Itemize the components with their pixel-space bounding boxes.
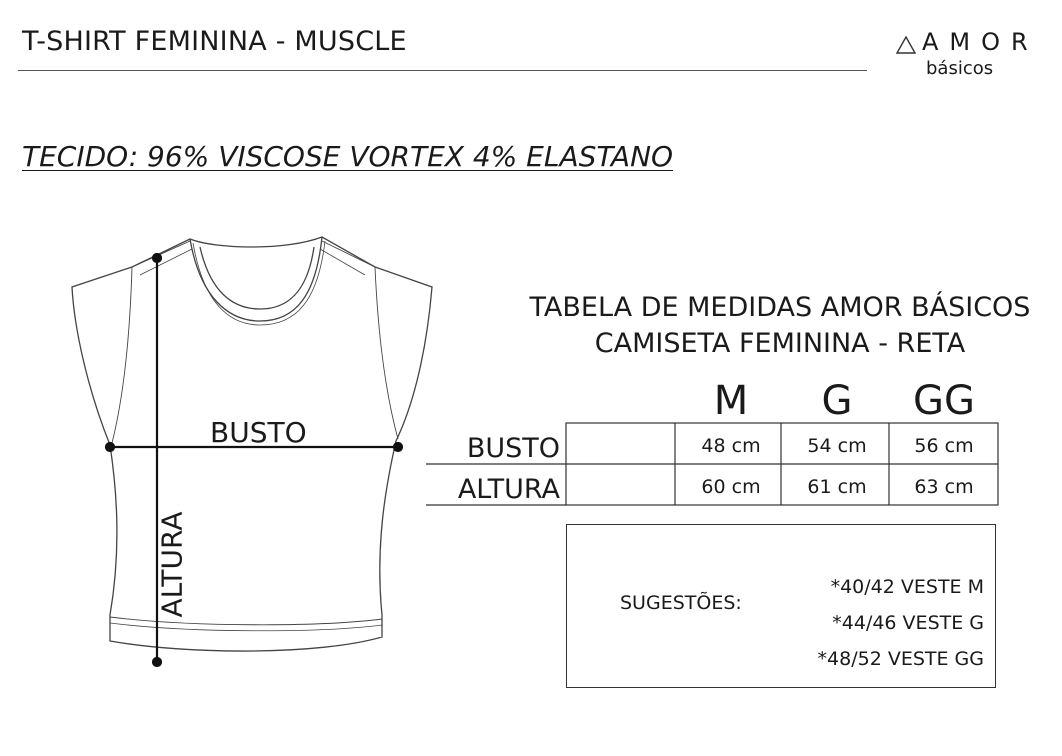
brand-subtitle: básicos bbox=[926, 58, 994, 79]
suggestion-item: *48/52 VESTE GG bbox=[817, 648, 984, 670]
cell-length-m: 60 cm bbox=[701, 476, 761, 498]
page-title: T-SHIRT FEMININA - MUSCLE bbox=[22, 26, 407, 57]
row-label-length: ALTURA bbox=[457, 474, 560, 505]
brand-logo: AMOR bbox=[922, 28, 1039, 56]
size-header-m: M bbox=[713, 378, 749, 424]
cell-bust-g: 54 cm bbox=[807, 435, 867, 457]
header-divider bbox=[18, 70, 867, 71]
tshirt-diagram bbox=[60, 225, 460, 685]
suggestion-item: *40/42 VESTE M bbox=[830, 576, 984, 598]
triangle-logo-mark bbox=[896, 36, 916, 58]
suggestion-item: *44/46 VESTE G bbox=[832, 612, 984, 634]
cell-length-gg: 63 cm bbox=[914, 476, 974, 498]
row-label-bust: BUSTO bbox=[466, 433, 560, 464]
fabric-composition: TECIDO: 96% VISCOSE VORTEX 4% ELASTANO bbox=[22, 140, 674, 173]
table-title: TABELA DE MEDIDAS AMOR BÁSICOS bbox=[529, 292, 1031, 323]
table-subtitle: CAMISETA FEMININA - RETA bbox=[594, 328, 966, 359]
cell-bust-gg: 56 cm bbox=[914, 435, 974, 457]
suggestions-label: SUGESTÕES: bbox=[620, 592, 742, 614]
cell-length-g: 61 cm bbox=[807, 476, 867, 498]
length-label: ALTURA bbox=[155, 511, 189, 618]
size-header-gg: GG bbox=[913, 378, 975, 424]
bust-label: BUSTO bbox=[210, 416, 307, 449]
collar-inner bbox=[200, 247, 314, 309]
size-header-g: G bbox=[821, 378, 853, 424]
cell-bust-m: 48 cm bbox=[701, 435, 761, 457]
